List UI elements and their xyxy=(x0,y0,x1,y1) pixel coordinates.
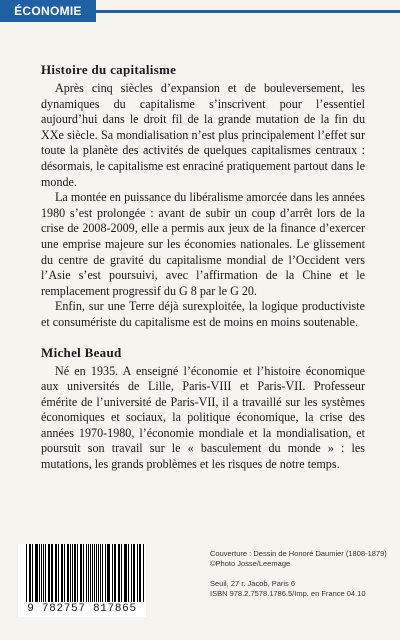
barcode-bar xyxy=(94,544,95,602)
barcode-bar xyxy=(74,544,76,602)
publisher-address: Seuil, 27 r. Jacob, Paris 6 xyxy=(210,579,296,588)
barcode-bar xyxy=(114,544,115,602)
barcode-bar xyxy=(140,544,141,602)
isbn-print-line: ISBN 978.2.7578.1786.5/Imp. en France 04.10 xyxy=(210,589,366,598)
barcode-bar xyxy=(102,544,103,602)
book-title-heading: Histoire du capitalisme xyxy=(41,62,177,77)
barcode-bar xyxy=(86,544,88,602)
credits-block xyxy=(210,549,396,599)
barcode-bar xyxy=(96,544,97,602)
barcode-bar xyxy=(72,544,73,602)
barcode-bar xyxy=(119,544,120,602)
book-summary-paragraph-1: Après cinq siècles d’expansion et de bouleversement, les dynamiques du capitalisme s’inscrivent pour l’essentiel aujourd’hui dans le droit fil de la grande mutation de la fin du XXe siècle. Sa mondialisation n’est plus principalement l’effet sur toute la planète des activités de quelques capitalismes centraux : désormais, le capitalisme est enraciné pratiquement partout dans le monde. xyxy=(41,81,365,189)
photo-credit: ©Photo Josse/Leemage xyxy=(210,559,291,568)
barcode-bar xyxy=(30,544,31,602)
barcode-bar xyxy=(124,544,125,602)
book-summary-paragraph-3: Enfin, sur une Terre déjà surexploitée, la logique productiviste et consumériste du capitalisme est de moins en moins soutenable. xyxy=(41,299,365,329)
isbn-barcode xyxy=(18,544,146,617)
barcode-bar xyxy=(100,544,101,602)
barcode-bar xyxy=(29,544,30,602)
barcode-bar xyxy=(134,544,135,602)
author-bio-paragraph: Né en 1935. A enseigné l’économie et l’histoire économique aux universités de Lille, Paris-VIII et Paris-VII. Professeur émérite de l’université de Paris-VII, il a travaillé sur les systèmes économiques et sociaux, la politique économique, la crise des années 1970-1980, l’économie mondiale et la mondialisation, et poursuit son travail sur le « basculement du monde » : les mutations, les grands problèmes et les risques de notre temps. xyxy=(41,363,365,472)
barcode-bar xyxy=(58,544,59,602)
barcode-bar xyxy=(92,544,93,602)
barcode-bar xyxy=(81,544,82,602)
barcode-bar xyxy=(49,544,50,602)
barcode-bar xyxy=(143,544,144,602)
barcode-bar xyxy=(32,544,33,602)
barcode-bar xyxy=(70,544,71,602)
top-rule xyxy=(96,10,400,13)
barcode-bar xyxy=(68,544,69,602)
back-cover-text xyxy=(41,62,365,473)
barcode-bar xyxy=(83,544,84,602)
barcode-bar xyxy=(137,544,138,602)
barcode-bar xyxy=(115,544,116,602)
barcode-bar xyxy=(105,544,106,602)
barcode-bar xyxy=(112,544,113,602)
barcode-bar xyxy=(77,544,78,602)
barcode-bar xyxy=(51,544,53,602)
barcode-bar xyxy=(56,544,57,602)
book-summary-paragraph-2: La montée en puissance du libéralisme amorcée dans les années 1980 s’est prolongée : avant de subir un coup d’arrêt lors de la crise de 2008-2009, elle a permis aux jeux de la finance d’exercer une emprise majeure sur les économies nationales. Le glissement du centre de gravité du capitalisme mondial de l’Occident vers l’Asie s’est poursuivi, avec l’affirmation de la Chine et le remplacement progressif du G 8 par le G 20. xyxy=(41,190,365,298)
barcode-bar xyxy=(128,544,129,602)
barcode-bar xyxy=(108,544,110,602)
barcode-bar xyxy=(43,544,44,602)
barcode-bar xyxy=(64,544,65,602)
barcode-bar xyxy=(90,544,91,602)
series-band xyxy=(0,0,96,22)
cover-credit: Couverture : Dessin de Honoré Daumier (1808-1879) xyxy=(210,549,387,558)
barcode-bar xyxy=(48,544,49,602)
barcode-bar xyxy=(118,544,119,602)
barcode-bar xyxy=(139,544,140,602)
barcode-bar xyxy=(88,544,89,602)
barcode-bar xyxy=(98,544,99,602)
barcode-bar xyxy=(107,544,108,602)
barcode-digits: 9 782757 817865 xyxy=(18,602,146,617)
series-label: ÉCONOMIE xyxy=(14,4,82,18)
barcode-bar xyxy=(45,544,46,602)
barcode-bar xyxy=(121,544,122,602)
barcode-bar xyxy=(41,544,42,602)
barcode-bar xyxy=(131,544,132,602)
barcode-bar xyxy=(35,544,36,602)
barcode-bar xyxy=(61,544,62,602)
barcode-bar xyxy=(67,544,68,602)
barcode-bar xyxy=(36,544,38,602)
barcode-bar xyxy=(80,544,81,602)
barcode-bar xyxy=(125,544,127,602)
barcode-bar xyxy=(39,544,40,602)
barcode-bar xyxy=(62,544,63,602)
barcode-bar xyxy=(55,544,56,602)
barcode-bars xyxy=(18,544,146,602)
barcode-bar xyxy=(133,544,134,602)
author-name-heading: Michel Beaud xyxy=(41,344,122,360)
barcode-bar xyxy=(26,544,27,602)
